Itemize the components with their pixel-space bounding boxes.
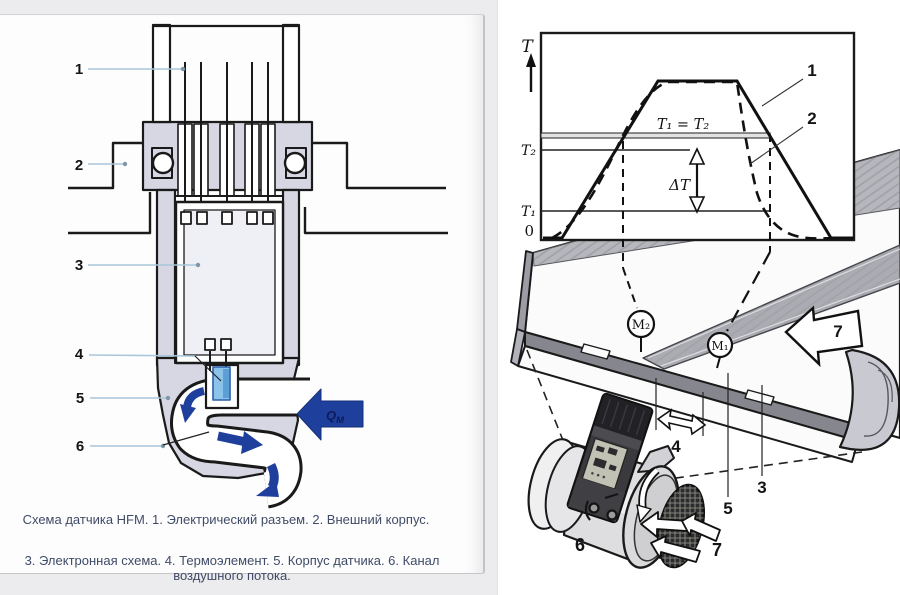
- y-axis-label: T: [521, 37, 533, 57]
- t-equal-line: [541, 133, 770, 138]
- body-wall-left: [157, 190, 175, 365]
- o-ring-right: [285, 148, 306, 178]
- label-5: 5: [723, 499, 733, 518]
- callout-3: 3: [74, 257, 84, 274]
- o-ring-left: [152, 148, 173, 178]
- m2-label: M₂: [631, 318, 651, 333]
- label-3: 3: [757, 478, 767, 497]
- callout-5: 5: [75, 390, 85, 407]
- delta-t-label: ΔT: [669, 176, 690, 194]
- label-4: 4: [671, 437, 681, 456]
- caption-line-2: 3. Электронная схема. 4. Термоэлемент. 5. Корпус датчика. 6. Канал воздушного потока.: [24, 553, 440, 583]
- callout-6: 6: [75, 438, 85, 455]
- qm-label: $Q_M$: [326, 408, 345, 426]
- m1-label: M₁: [711, 339, 729, 353]
- label-7-top: 7: [833, 322, 843, 341]
- t1-label: T₁: [521, 204, 536, 220]
- callout-numbers: [75, 61, 84, 455]
- t-equal-label: T₁ = T₂: [656, 117, 710, 133]
- curve-2-number: 2: [807, 109, 817, 128]
- caption-line-1: Схема датчика HFM. 1. Электрический разъем. 2. Внешний корпус.: [22, 512, 430, 527]
- curve-1-number: 1: [807, 61, 817, 80]
- electronics-board: [176, 202, 283, 363]
- callout-2: 2: [74, 157, 84, 174]
- callout-1: 1: [74, 61, 84, 78]
- t2-label: T₂: [521, 143, 536, 159]
- label-6: 6: [574, 535, 586, 555]
- origin-label: 0: [524, 222, 534, 240]
- label-7-bottom: 7: [711, 540, 723, 560]
- t-axis: [526, 53, 536, 92]
- callout-4: 4: [74, 346, 84, 363]
- hfm-cross-section: [68, 25, 448, 497]
- body-wall-right: [283, 190, 299, 365]
